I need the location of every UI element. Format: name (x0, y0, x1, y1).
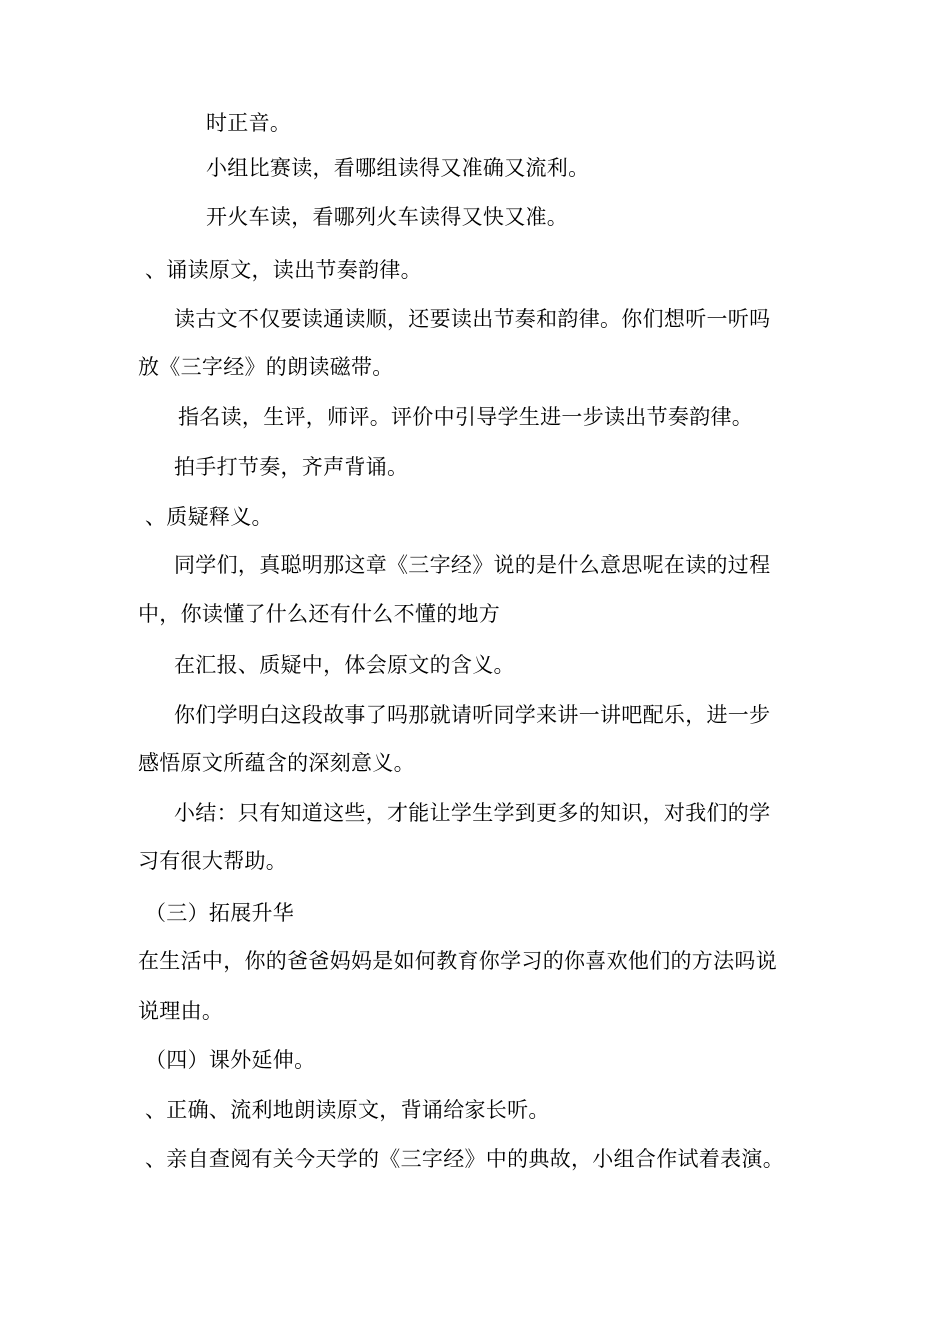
text-line: 指名读，生评，师评。评价中引导学生进一步读出节奏韵律。 (178, 405, 754, 429)
section-heading: 、诵读原文，读出节奏韵律。 (145, 258, 422, 282)
text-line: 时正音。 (206, 111, 292, 135)
text-line: 小结：只有知道这些，才能让学生学到更多的知识，对我们的学 (174, 801, 771, 825)
text-line: 在汇报、质疑中，体会原文的含义。 (174, 653, 515, 677)
text-line: 放《三字经》的朗读磁带。 (138, 355, 394, 379)
text-line: 同学们，真聪明那这章《三字经》说的是什么意思呢在读的过程 (174, 553, 771, 577)
text-line: 在生活中，你的爸爸妈妈是如何教育你学习的你喜欢他们的方法吗说 (138, 949, 777, 973)
text-line: 习有很大帮助。 (138, 849, 288, 873)
text-line: 小组比赛读，看哪组读得又准确又流利。 (206, 156, 590, 180)
text-line: 感悟原文所蕴含的深刻意义。 (138, 751, 415, 775)
text-line: 你们学明白这段故事了吗那就请听同学来讲一讲吧配乐，进一步 (174, 703, 771, 727)
text-line: 读古文不仅要读通读顺，还要读出节奏和韵律。你们想听一听吗 (174, 307, 771, 331)
text-line: 拍手打节奏，齐声背诵。 (174, 455, 409, 479)
section-heading: （四）课外延伸。 (145, 1048, 316, 1072)
text-line: 开火车读，看哪列火车读得又快又准。 (206, 205, 569, 229)
text-line: 、正确、流利地朗读原文，背诵给家长听。 (145, 1098, 550, 1122)
section-heading: 、质疑释义。 (145, 505, 273, 529)
text-line: 中，你读懂了什么还有什么不懂的地方 (138, 602, 501, 626)
section-heading: （三）拓展升华 (145, 901, 295, 925)
text-line: 说理由。 (138, 999, 224, 1023)
text-line: 、亲自查阅有关今天学的《三字经》中的典故，小组合作试着表演。 (145, 1147, 784, 1171)
